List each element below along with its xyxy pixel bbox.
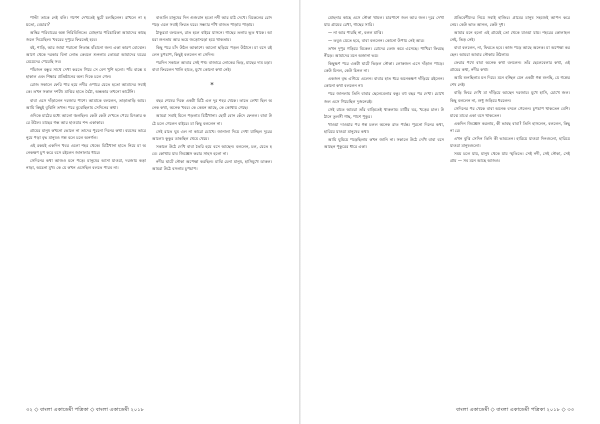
paragraph: সকালে উঠে দেখি বাবা তৈরি হয়ে বসে আছেন। বললেন, চল, যেতে হবে। কোথায় যাব জিজ্ঞেস করার সাহস হলো না। — [152, 143, 272, 156]
paragraph: বাবা এসে দাঁড়ালেন দরজার পাশে। আমাকে বললেন, তাড়াতাড়ি আয়। আমি কিছুই বুঝিনি তখন। পরে বুঝেছিলাম সেদিনের কথা। — [26, 97, 146, 110]
paragraph: কিছুক্ষণ পরে একটা ঘাটে ভিড়ল নৌকা। লোকজন এসে দাঁড়াল পাড়ে। কেউ চিনল, কেউ চিনল না। — [324, 61, 444, 74]
paragraph: মোহনার কাছে এসে নৌকা থামল। চারপাশে জল আর জল। দূরে দেখা যায় গ্রামের রেখা, গাছের সারি। — [324, 15, 444, 28]
paragraph: কিছু পরে চাঁদ উঠল আকাশে। আলো ছড়িয়ে পড়ল উঠানে। মা বসে রইলেন চুপচাপ, কিছুই বললেন না সেদিন। — [152, 45, 272, 58]
paragraph: পরে জানলাম তিনি বাবার ছেলেবেলার বন্ধু। বহু বছর পর দেখা। চোখে জল এসে গিয়েছিল দুজনেরই। — [324, 91, 444, 104]
paragraph: আমরা সবাই মিলে পড়লাম চিঠিখানা। ছোট বোন কেঁদে ফেলল। বাবা উঠে চলে গেলেন বাইরে। মা কিছু বললেন না। — [152, 113, 272, 126]
paragraph: ওদিকে মাঠের মধ্যে আলো জ্বলছিল। কেউ কেউ দেখতে পেয়ে চিৎকার করে উঠল। মাছের গন্ধ আর হাওয়ার শব্দ একাকার। — [26, 112, 146, 125]
paragraph: বাঙালি মানুষের দিন গুজরান হতো নদী আর মাঠ দেখে। বিকেলের রোদ পড়ে এলে সবাই ফিরত ঘরে। সন্ধ্যার শাঁখ বাজত পাড়ায় পাড়ায়। — [152, 15, 272, 28]
paragraph: এই রকমই একদিন খবর এলো শহর থেকে। চিঠিখানা হাতে নিয়ে মা অনেকক্ষণ চুপ করে বসে রইলেন জানালার ধারে। — [26, 142, 146, 155]
paragraph: সেদিনের কথা আজও মনে পড়ে। মানুষের আসা যাওয়া, দরজায় কড়া নাড়া, অচেনা মুখ। কে যে কখন এসেছিল বলতে পারব না। — [26, 157, 146, 170]
paragraph: আমি ঘুমিয়ে পড়েছিলাম কখন জানি না। সকালে উঠে দেখি বাবা বসে আছেন পুকুরের ধারে একা। — [324, 136, 444, 149]
paragraph: পরদিন সকালে আবার সেই পথ। বাজারে লোকের ভিড়, মাছের দাম চড়া। বাবা ফিরলেন খালি হাতে, মুখে কোনো কথা নেই। — [152, 60, 272, 73]
paragraph: প্রতিবেশীদের নিয়ে সবাই হাজির। গ্রামের মানুষ সহজেই আপন করে নেয়। কেউ ভাত আনল, কেউ দুধ। — [450, 15, 570, 28]
paragraph: আমার মনে হলো এই গ্রামেই তো থেকে যাওয়া যায়। শহরের কোলাহল নেই, ভিড় নেই। — [450, 30, 570, 43]
paragraph: সেই রাতে ঘুম এল না কারো চোখে। জানালা দিয়ে দেখা যাচ্ছিল দূরের আলো। কুকুর ডাকছিল থেমে থেমে। — [152, 128, 272, 141]
paragraph: সময় চলে যায়, মানুষ থেকে যায় স্মৃতিতে। সেই নদী, সেই নৌকা, সেই গ্রাম — সব মনে আছে আজও। — [450, 150, 570, 163]
section-break-mark: * — [210, 81, 214, 90]
paragraph: পাল্টা তাকে নেই বলি। গণেশ দেখতেই ছুটে চলছিলেন। রাখলে না হয়তো, বেচারা? — [26, 15, 146, 28]
paragraph: গ্রামের মানুষ কখনো ভোলে না তাদের পুরনো দিনের কথা। বয়সের ভারে নুয়ে পড়া বৃদ্ধ মানুষও গল্প বলে চলে অনর্গল। — [26, 127, 146, 140]
right-page — [300, 0, 600, 424]
paragraph: — না আর পারছি না, বলল মাঝি। — [328, 30, 383, 36]
paragraph: নদীর ঘাটে নৌকা অপেক্ষা করছিল। মাঝি চেনা মানুষ, হাসিমুখে ডাকল। আমরা উঠে বসলাম চুপচাপ। — [152, 158, 272, 171]
paragraph: খাওয়া দাওয়ার পর গল্প চলল অনেক রাত পর্যন্ত। পুরনো দিনের কথা, হারিয়ে যাওয়া মানুষের কথা। — [324, 121, 444, 134]
text-column-2 — [152, 14, 272, 400]
paragraph: বছর শেষের দিকে একটা চিঠি এল দূর শহর থেকে। তাতে লেখা ছিল অনেক কথা, অনেক খবর। কে কেমন আছে, কে কোথায় গেছে। — [152, 98, 272, 111]
text-column-4 — [450, 14, 570, 400]
paragraph: তখন দুপুর গড়িয়ে বিকেল। রোদের তেজ কমে এসেছে। পাখিরা ফিরছে নীড়ে। আমাদের মনে অজানা ভয়। — [324, 46, 444, 59]
paragraph: এখন বুঝি সেদিন তিনি কী ভাবতেন। হারিয়ে যাওয়া দিনগুলো, হারিয়ে যাওয়া মানুষগুলো। — [450, 135, 570, 148]
paragraph: সেদিনের পর থেকে বাবা অনেক বদলে গেলেন। চুপচাপ থাকতেন বেশি। মাঝে মাঝে একা বসে থাকতেন। — [450, 105, 570, 118]
right-page-footer: বাংলা একাডেমী ◇ বাংলা একাডেমী পত্রিকা ২০১৮ ◇ ৩৩ — [455, 407, 574, 413]
paragraph: — তবুও যেতে হবে, বাবা বললেন। কোনো উপায় নেই আর। — [328, 38, 425, 44]
text-column-3 — [324, 14, 444, 400]
paragraph: সেই রাতে আমরা তাঁর বাড়িতেই থাকলাম। মাটির ঘর, খড়ের চাল। উঠানে তুলসী গাছ, পাশে পুকুর। — [324, 106, 444, 119]
paragraph: একজন বৃদ্ধ এগিয়ে এলেন। বাবার হাত ধরে অনেকক্ষণ দাঁড়িয়ে রইলেন। কোনো কথা বললেন না। — [324, 76, 444, 89]
paragraph: বই, শাড়ি, আর জামা পরানো নিতান্ত বাঁচানো জন্য একা কারণ বোঝেন। আগে থেকে দরকার বিনা লোভ কেবলে শুনলাম তোমরা আমাদের ঘরের মেয়েদের পেয়েছি সব। — [26, 45, 146, 65]
paragraph: একদিন জিজ্ঞেস করলাম, কী ভাবছ বাবা? তিনি হাসলেন, বললেন, কিছু না রে। — [450, 120, 570, 133]
text-column-1 — [26, 14, 146, 400]
paragraph: অস্থির পরিবারের অল্প নিরিবিলিতে। মোহনার পরিচারিকা আমাদের কাছে জলে দিয়েছিল। খবরের দুপুরে ফিরতেই হবে। — [26, 30, 146, 43]
left-page-footer: ৩২ ◇ বাংলা একাডেমী পত্রিকা ◇ বাংলা একাডেমী ২০১৮ — [26, 407, 145, 413]
paragraph: বাবা বললেন, না, ফিরতে হবে। কাজ পড়ে আছে অনেক। মা অপেক্ষা করছেন। আমরা আবার নৌকায় উঠলাম। — [450, 45, 570, 58]
paragraph: ফেরার পথে বাবা অনেক কথা বললেন। তাঁর ছেলেবেলার কথা, এই গ্রামের কথা, নদীর কথা। — [450, 60, 570, 73]
paragraph: ঠাকুরমা বলতেন, রাত হলে বাইরে যাসনে। গাছের তলায় ভূত থাকে। আমরা শুনতাম আর ভয়ে জড়োসড়ো হয়ে থাকতাম। — [152, 30, 272, 43]
paragraph: বাড়ি ফিরে দেখি মা দাঁড়িয়ে আছেন দরজায়। মুখে হাসি, চোখে জল। কিছু বললেন না, শুধু জড়িয়ে ধরলেন। — [450, 90, 570, 103]
paragraph: আমি শুনছিলাম মন দিয়ে। মনে হচ্ছিল যেন একটা গল্প শুনছি, যে গল্পের শেষ নেই। — [450, 75, 570, 88]
paragraph: পাঁচজন বন্ধুর সাথে দেখা করতে গিয়ে সে বেশ খুশি হলো। পাঁচ বাক্সে মহাকাল এবং শিক্ষার প্রতিষ্ঠানের অন্য দিকে চলে গেল। — [26, 67, 146, 80]
paragraph: রোজ সকালে ফেরি পার হয়ে নদীর ওপারে যেতে হতো আমাদের সবাইকে। তখন সকাল দশটা। মাঝির হাতে বৈঠা, অন্ধকার তখনো কাটেনি। — [26, 82, 146, 95]
